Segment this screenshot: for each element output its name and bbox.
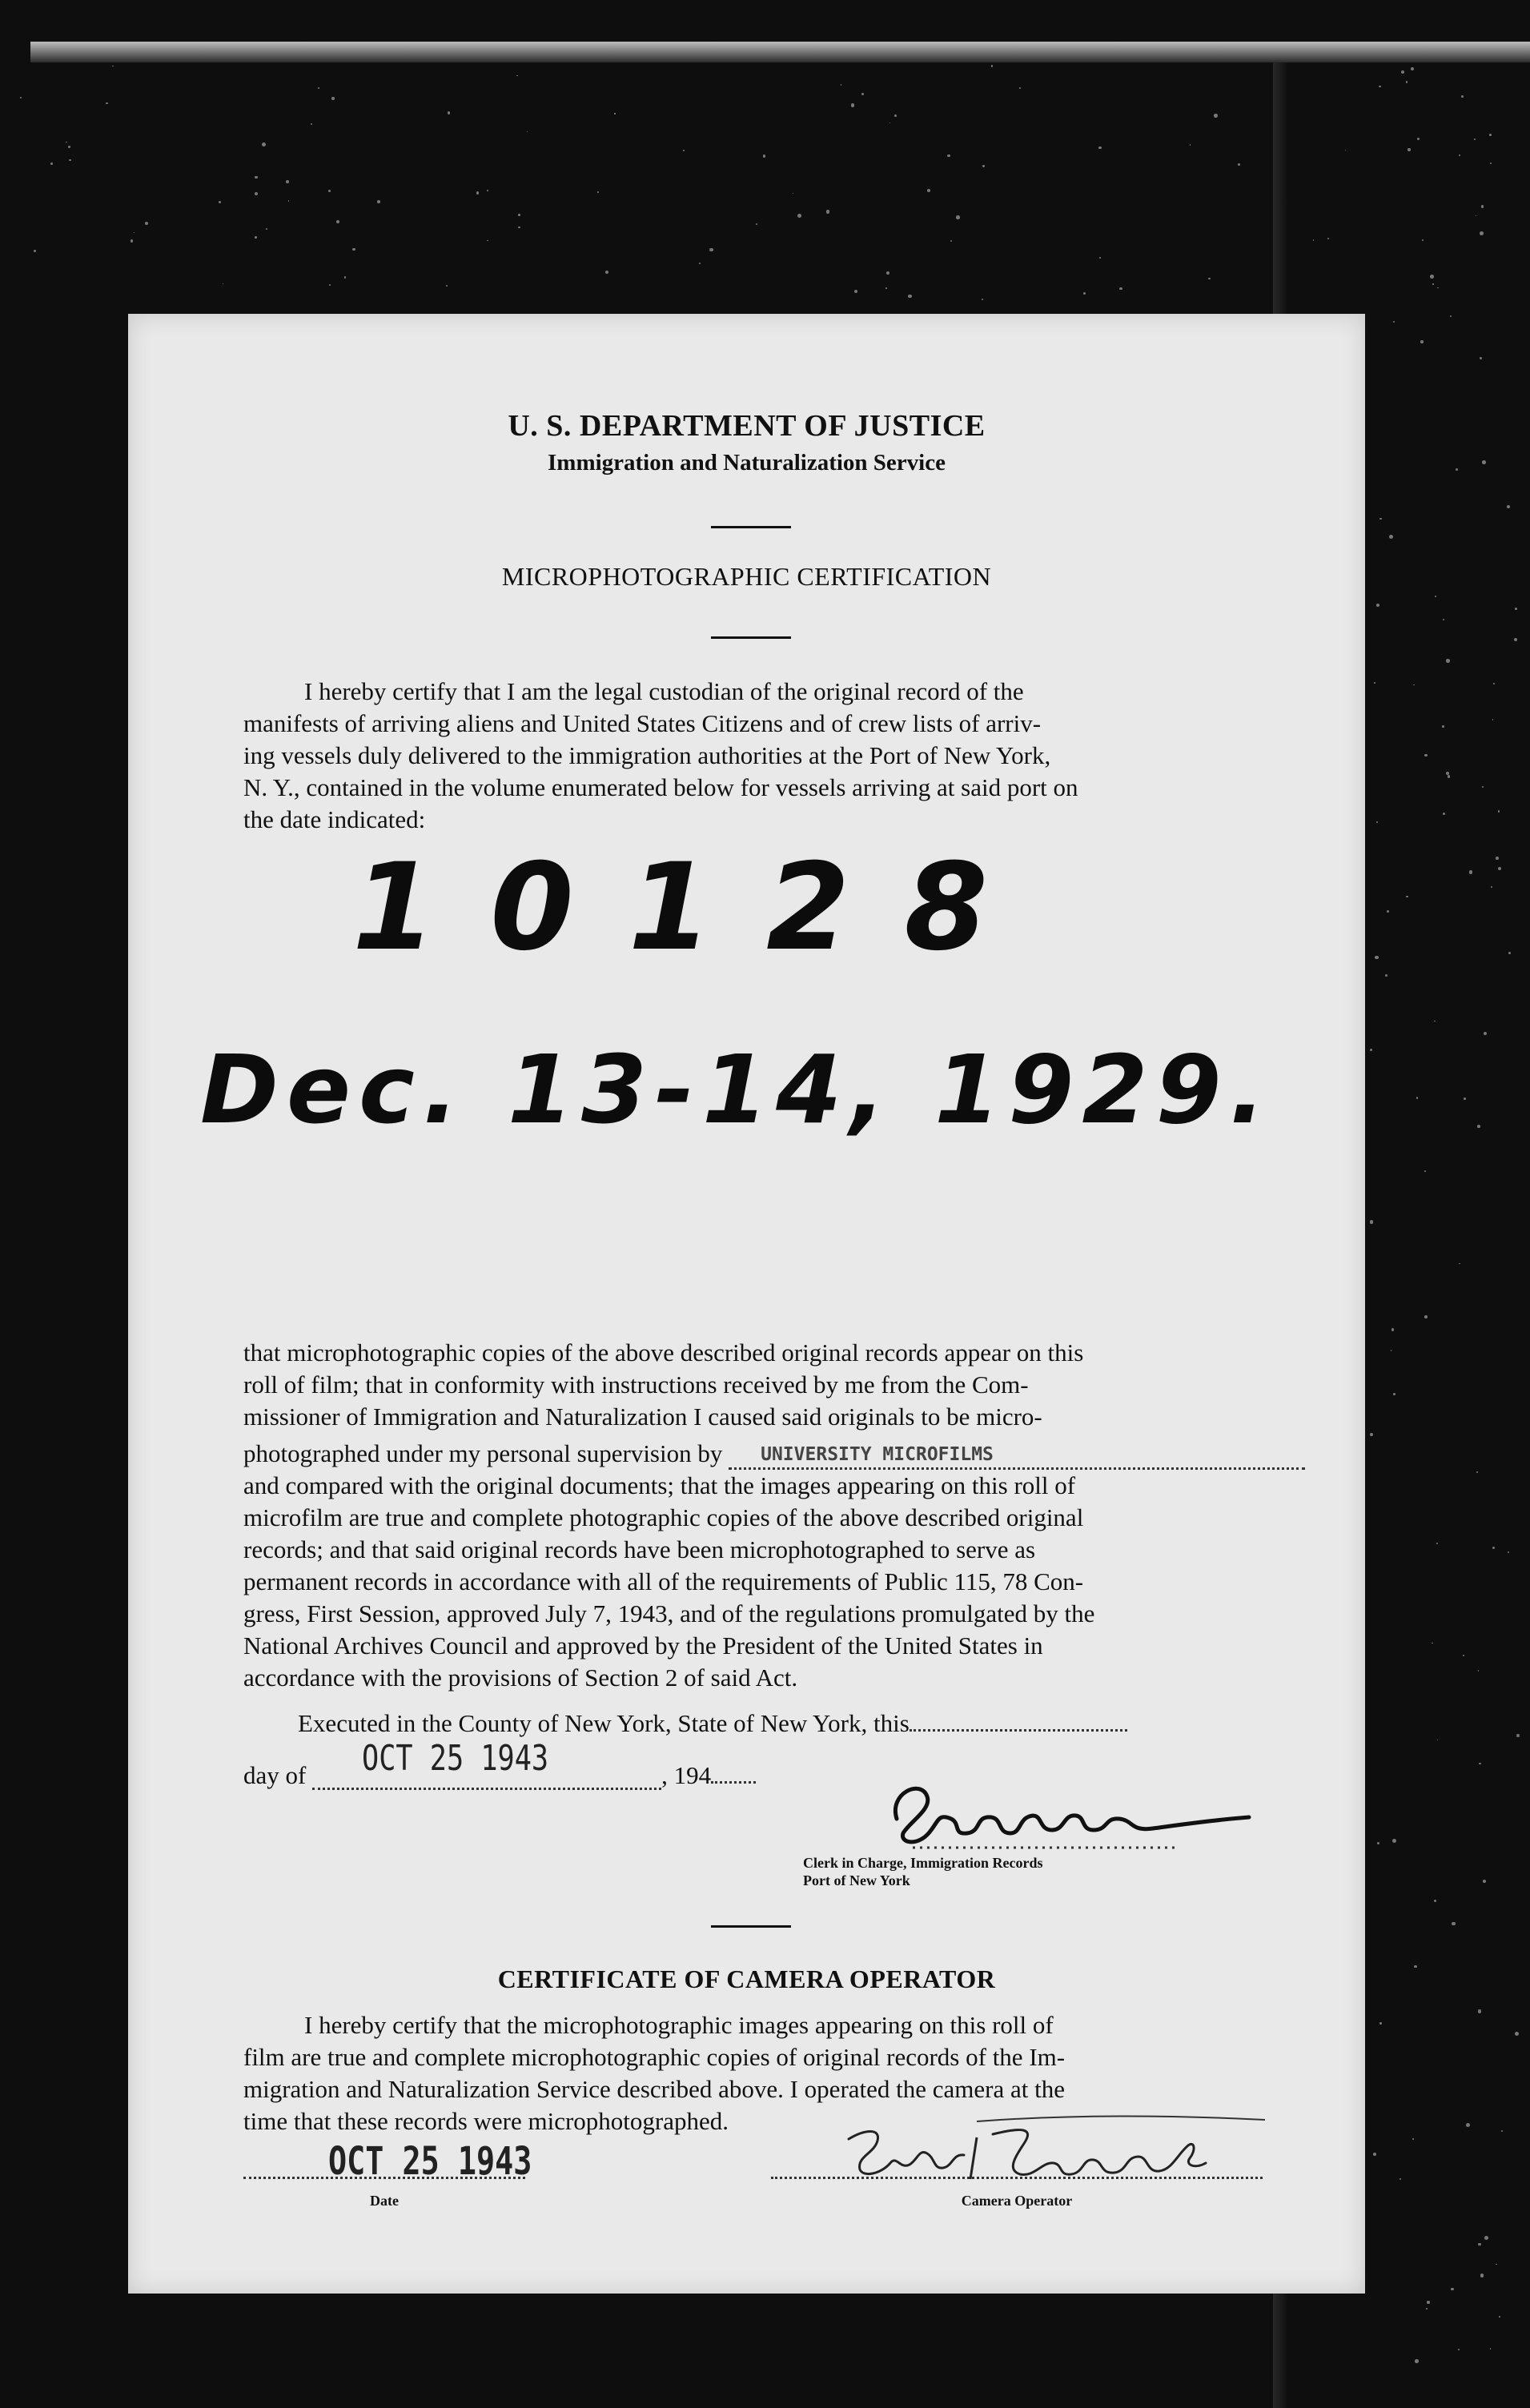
film-speck [377,200,380,203]
film-speck [1412,2138,1414,2140]
film-speck [255,176,258,179]
film-speck [763,155,765,157]
film-speck [1415,2359,1418,2362]
film-speck [889,122,891,124]
film-speck [1214,114,1217,117]
film-speck [1099,257,1101,259]
film-speck [1406,896,1408,898]
film-speck [1516,1734,1520,1737]
camera-section-title: CERTIFICATE OF CAMERA OPERATOR [497,1965,996,1993]
film-speck [1479,1763,1481,1765]
film-speck [1478,2243,1481,2246]
film-strip-edge [30,42,1530,62]
film-speck [683,150,685,151]
film-speck [927,189,930,192]
text-line: that microphotographic copies of the above described original records appear on this [243,1338,1084,1367]
film-speck [255,192,259,196]
film-speck [1417,138,1420,141]
film-speck [352,248,355,251]
film-speck [1379,86,1381,88]
text-line: National Archives Council and approved by the President of the United States in [243,1631,1043,1660]
film-speck [1389,535,1393,539]
film-speck [288,200,290,202]
film-speck [318,87,319,89]
handwritten-date: Dec. 13-14, 1929. [200,1034,1274,1145]
film-speck [1019,87,1021,89]
film-speck [699,263,701,265]
film-speck [991,65,994,67]
film-speck [1490,2348,1492,2350]
film-speck [1370,1049,1372,1051]
film-speck [797,214,801,218]
film-speck [66,142,67,143]
film-speck [487,240,488,241]
film-speck [1393,321,1395,323]
film-speck [34,250,36,252]
film-speck [106,102,108,105]
film-speck [1401,70,1404,74]
film-speck [1477,1125,1480,1128]
film-speck [446,285,448,287]
film-speck [476,191,480,195]
film-speck [1498,867,1501,870]
operator-label: Camera Operator [961,2193,1073,2209]
film-speck [1391,1328,1395,1331]
film-speck [1478,2009,1482,2013]
text-line: missioner of Immigration and Naturalization I caused said originals to be micro- [243,1403,1042,1431]
film-speck [1508,1551,1509,1553]
film-speck [1387,910,1389,913]
divider [711,636,791,639]
film-speck [1508,952,1511,954]
film-speck [1451,2288,1453,2290]
film-speck [1443,619,1444,620]
film-speck [1480,357,1482,359]
film-speck [1482,460,1486,464]
film-speck [956,215,959,219]
film-speck [1375,956,1378,959]
film-speck [1476,1471,1478,1473]
film-speck [255,236,257,239]
operator-date-stamp: OCT 25 1943 [328,2139,532,2184]
film-speck [1376,604,1379,607]
film-speck [1491,886,1492,888]
film-speck [344,276,347,279]
film-speck [1427,2301,1430,2304]
clerk-signature [833,1769,1409,1857]
film-speck [1327,238,1329,239]
film-speck [1483,1880,1486,1883]
film-speck [1480,231,1484,235]
text-line: time that these records were microphotographed. [243,2107,729,2135]
film-speck [982,299,983,300]
film-speck [1426,2308,1428,2310]
text-line: gress, First Session, approved July 7, 1943, and of the regulations promulgated by the [243,1599,1095,1627]
film-speck [982,165,985,167]
clerk-title-line: Clerk in Charge, Immigration Records [803,1855,1043,1871]
film-speck [947,155,950,157]
film-speck [518,227,520,229]
film-speck [1435,596,1436,597]
day-blank [312,1738,661,1790]
film-speck [1098,146,1102,150]
film-speck [69,159,71,162]
film-speck [1424,754,1428,757]
text-line: permanent records in accordance with all of the requirements of Public 115, 78 Con- [243,1567,1084,1595]
film-speck [311,123,312,125]
text-line: microfilm are true and complete photographic copies of the above described original [243,1503,1084,1531]
film-speck [1442,725,1444,728]
film-speck [1385,974,1388,977]
film-speck [885,287,887,289]
film-speck [1481,205,1484,207]
film-speck [1119,287,1122,291]
certification-paragraph [243,1337,1396,1694]
film-speck [1466,2123,1470,2127]
film-speck [826,210,830,214]
film-speck [1416,1097,1418,1098]
execution-blank [910,1710,1127,1732]
film-speck [1482,786,1484,788]
film-speck [219,201,221,203]
agency-heading: U. S. DEPARTMENT OF JUSTICE [508,409,986,443]
clerk-title [803,1854,1042,1889]
supervision-blank [729,1443,1305,1470]
operator-signature [833,2105,1281,2193]
film-speck [1480,2274,1484,2278]
film-speck [1238,163,1240,166]
film-speck [1420,340,1424,343]
text-line: film are true and complete microphotographic copies of original records of the Im- [243,2043,1066,2071]
execution-text: Executed in the County of New York, State of New York, this [298,1709,910,1737]
handwritten-volume-number: 10128 [352,838,1042,977]
film-speck [1432,283,1433,284]
film-speck [1370,1220,1374,1224]
divider [711,526,791,528]
film-speck [1499,2316,1500,2318]
film-speck [614,113,615,114]
intro-paragraph [243,676,1396,836]
film-speck [1379,518,1381,520]
film-speck [1413,684,1415,686]
film-speck [1507,505,1510,508]
film-speck [1463,1655,1464,1656]
text-line: I hereby certify that I am the legal custodian of the original record of the [304,677,1024,705]
film-speck [1501,2130,1503,2132]
film-speck [1515,608,1516,609]
supervision-line [243,1438,1396,1470]
film-speck [1492,719,1494,720]
film-speck [756,223,757,225]
film-speck [448,111,450,114]
film-speck [134,232,135,233]
execution-line [298,1709,1127,1738]
film-speck [1411,67,1414,70]
microfilm-company-stamp: UNIVERSITY MICROFILMS [761,1444,994,1465]
film-speck [516,75,518,77]
film-speck [709,248,713,252]
film-speck [336,220,339,223]
film-speck [1484,1032,1487,1035]
film-speck [851,103,855,107]
film-speck [331,97,335,100]
text-line: roll of film; that in conformity with instructions received by me from the Com- [243,1371,1029,1399]
film-speck [1469,870,1473,874]
film-speck [861,93,864,95]
text-line: I hereby certify that the microphotographic images appearing on this roll of [304,2011,1054,2039]
film-speck [1459,155,1460,156]
film-speck [950,240,952,242]
film-speck [1458,2349,1460,2350]
film-speck [1448,775,1450,777]
film-speck [841,84,842,86]
text-line: records; and that said original records have been microphotographed to serve as [243,1535,1036,1563]
day-of-line [243,1738,756,1790]
film-speck [487,190,488,191]
film-speck [1424,1315,1428,1318]
film-speck [1490,163,1492,164]
film-speck [1422,239,1424,241]
day-of-label: day of [243,1761,307,1789]
film-speck [328,190,331,192]
film-speck [1496,857,1499,860]
film-speck [50,163,53,165]
film-speck [1399,2178,1401,2180]
film-speck [1208,278,1211,280]
film-speck [1484,2236,1488,2240]
film-speck [1434,1900,1436,1902]
text-line: ing vessels duly delivered to the immigration authorities at the Port of New York, [243,741,1051,769]
film-speck [1489,134,1492,136]
text-line: migration and Naturalization Service described above. I operated the camera at the [243,2075,1065,2103]
film-speck [1498,810,1500,812]
certificate-page [128,314,1365,2294]
film-speck [1492,1547,1495,1549]
film-speck [1478,1670,1480,1672]
film-speck [1406,81,1408,82]
film-speck [1436,1543,1439,1545]
film-speck [908,295,911,298]
supervision-prefix: photographed under my personal supervision by [243,1439,723,1467]
film-speck [262,142,266,146]
service-subheading: Immigration and Naturalization Service [548,450,946,476]
film-speck [1313,239,1314,240]
date-label: Date [370,2193,399,2209]
film-speck [1430,275,1434,279]
clerk-port-line: Port of New York [803,1872,910,1888]
film-speck [1464,1098,1465,1099]
film-speck [1190,144,1191,146]
film-speck [894,114,897,117]
text-line: and compared with the original documents; that the images appearing on this roll of [243,1471,1076,1499]
year-blank [711,1762,756,1784]
film-speck [854,290,857,293]
text-line: accordance with the provisions of Section 2 of said Act. [243,1664,798,1692]
film-speck [1373,2153,1376,2156]
film-speck [1446,659,1450,663]
film-speck [1474,138,1476,140]
text-line: N. Y., contained in the volume enumerated below for vessels arriving at said port on [243,773,1078,801]
film-speck [266,228,267,230]
film-speck [1493,683,1495,684]
film-speck [886,271,889,275]
film-speck [68,146,70,148]
text-line: the date indicated: [243,805,426,833]
film-speck [1414,1965,1417,1969]
film-speck [131,239,133,242]
form-title: MICROPHOTOGRAPHIC CERTIFICATION [501,562,992,591]
film-speck [20,97,22,98]
film-speck [1459,1263,1460,1265]
film-speck [1408,148,1411,151]
film-speck [605,271,608,274]
film-speck [112,66,114,67]
film-speck [1450,315,1452,318]
film-speck [1424,1170,1426,1172]
film-speck [145,222,148,225]
film-speck [1083,292,1086,295]
film-speck [518,214,520,216]
film-speck [1515,2032,1519,2036]
film-speck [286,180,289,183]
film-speck [597,191,599,193]
film-speck [329,284,331,286]
film-speck [1452,1922,1456,1926]
text-line: manifests of arriving aliens and United States Citizens and of crew lists of arriv- [243,709,1042,737]
film-speck [527,131,528,132]
film-speck [1443,813,1445,815]
film-speck [1456,468,1459,472]
divider [711,1925,791,1928]
year-suffix: , 194 [661,1761,712,1789]
film-speck [1461,95,1464,98]
date-stamp: OCT 25 1943 [362,1738,549,1779]
film-speck [1514,638,1517,641]
film-speck [1437,287,1438,288]
